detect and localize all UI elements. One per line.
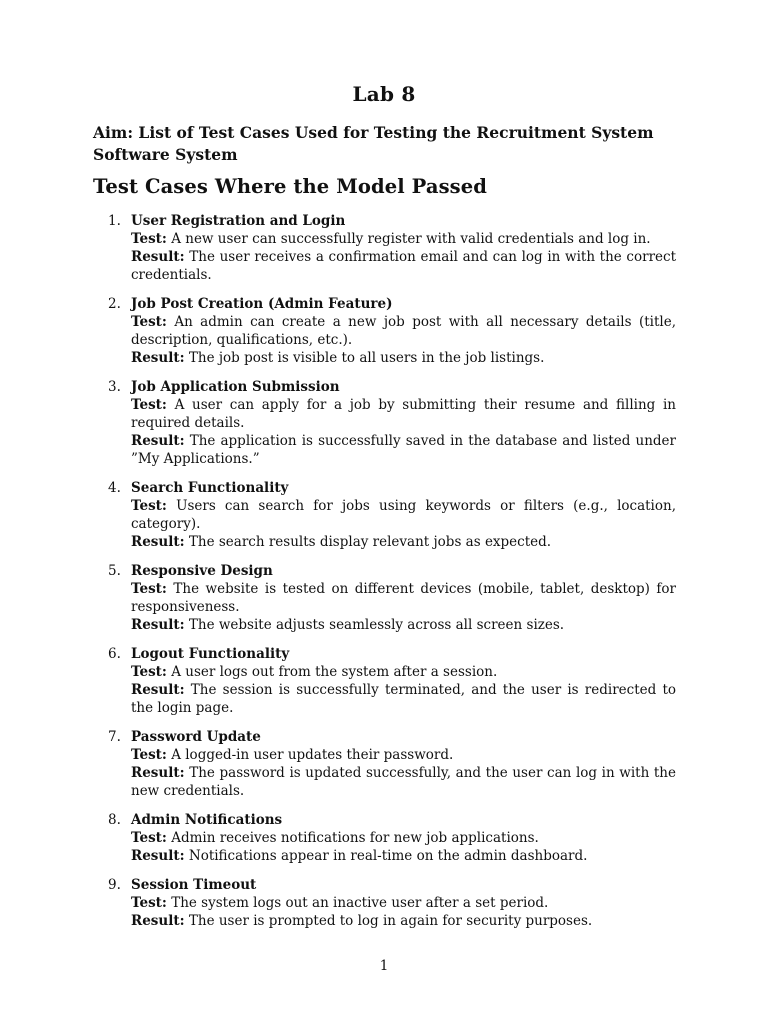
- test-line: [131, 746, 676, 764]
- result-text: The user receives a confirmation email and can log in with the correct credentials.: [131, 249, 677, 283]
- test-case-item: [96, 728, 676, 800]
- test-label: Test:: [131, 397, 167, 413]
- result-text: The session is successfully terminated, and the user is redirected to the login page.: [131, 682, 676, 716]
- lab-title: Lab 8: [352, 82, 416, 106]
- result-label: Result:: [131, 433, 185, 449]
- test-label: Test:: [131, 830, 167, 846]
- test-case-list: [96, 212, 676, 941]
- test-case-title: Search Functionality: [131, 480, 289, 496]
- test-text: A user can apply for a job by submitting their resume and filling in required details.: [131, 397, 676, 431]
- test-text: Admin receives notifications for new job applications.: [171, 830, 539, 846]
- result-text: The website adjusts seamlessly across all screen sizes.: [188, 617, 565, 633]
- result-label: Result:: [131, 617, 185, 633]
- test-case-title: Session Timeout: [131, 877, 257, 893]
- test-text: A user logs out from the system after a session.: [171, 664, 498, 680]
- test-case-title: User Registration and Login: [131, 213, 346, 229]
- test-case-item: [96, 562, 676, 634]
- test-label: Test:: [131, 581, 167, 597]
- result-line: [131, 764, 676, 800]
- test-text: Users can search for jobs using keywords or filters (e.g., location, category).: [131, 498, 676, 532]
- test-line: [131, 230, 676, 248]
- test-text: A new user can successfully register with valid credentials and log in.: [171, 231, 651, 247]
- test-label: Test:: [131, 231, 167, 247]
- result-label: Result:: [131, 682, 185, 698]
- page-number: 1: [379, 958, 389, 974]
- test-label: Test:: [131, 314, 167, 330]
- test-case-item: [96, 876, 676, 930]
- result-label: Result:: [131, 534, 185, 550]
- test-label: Test:: [131, 498, 167, 514]
- aim-heading: Aim: List of Test Cases Used for Testing the Recruitment System Software System: [93, 123, 654, 164]
- test-case-title: Job Application Submission: [131, 379, 340, 395]
- test-case-number: 8.: [108, 812, 121, 828]
- test-line: [131, 580, 676, 616]
- test-case-item: [96, 378, 676, 468]
- test-case-item: [96, 479, 676, 551]
- result-text: The job post is visible to all users in the job listings.: [188, 350, 545, 366]
- test-line: [131, 497, 676, 533]
- section-title: Test Cases Where the Model Passed: [93, 175, 487, 198]
- result-text: The application is successfully saved in the database and listed under ”My Applications.”: [131, 433, 676, 467]
- result-text: The user is prompted to log in again for security purposes.: [188, 913, 593, 929]
- test-line: [131, 396, 676, 432]
- result-text: Notifications appear in real-time on the admin dashboard.: [188, 848, 588, 864]
- test-text: The website is tested on different devices (mobile, tablet, desktop) for responsiveness.: [131, 581, 676, 615]
- result-label: Result:: [131, 249, 185, 265]
- result-line: [131, 616, 676, 634]
- test-label: Test:: [131, 895, 167, 911]
- test-line: [131, 313, 676, 349]
- test-case-title: Password Update: [131, 729, 261, 745]
- test-text: A logged-in user updates their password.: [171, 747, 454, 763]
- test-line: [131, 894, 676, 912]
- test-text: An admin can create a new job post with all necessary details (title, description, qualifications, etc.).: [131, 314, 676, 348]
- test-case-number: 3.: [108, 379, 121, 395]
- result-label: Result:: [131, 913, 185, 929]
- result-line: [131, 248, 676, 284]
- result-label: Result:: [131, 848, 185, 864]
- test-case-number: 9.: [108, 877, 121, 893]
- result-line: [131, 432, 676, 468]
- test-case-number: 6.: [108, 646, 121, 662]
- test-case-number: 1.: [108, 213, 121, 229]
- result-label: Result:: [131, 350, 185, 366]
- test-case-number: 7.: [108, 729, 121, 745]
- result-line: [131, 912, 676, 930]
- test-case-item: [96, 212, 676, 284]
- result-label: Result:: [131, 765, 185, 781]
- test-case-item: [96, 645, 676, 717]
- test-case-item: [96, 295, 676, 367]
- result-line: [131, 847, 676, 865]
- test-line: [131, 663, 676, 681]
- test-case-item: [96, 811, 676, 865]
- result-text: The search results display relevant jobs as expected.: [188, 534, 552, 550]
- test-label: Test:: [131, 664, 167, 680]
- test-label: Test:: [131, 747, 167, 763]
- test-case-title: Logout Functionality: [131, 646, 290, 662]
- test-line: [131, 829, 676, 847]
- test-case-title: Responsive Design: [131, 563, 273, 579]
- test-case-title: Job Post Creation (Admin Feature): [131, 296, 393, 312]
- test-case-title: Admin Notifications: [131, 812, 283, 828]
- result-text: The password is updated successfully, and the user can log in with the new credentials.: [131, 765, 676, 799]
- test-case-number: 5.: [108, 563, 121, 579]
- result-line: [131, 349, 676, 367]
- result-line: [131, 681, 676, 717]
- test-case-number: 2.: [108, 296, 121, 312]
- result-line: [131, 533, 676, 551]
- test-text: The system logs out an inactive user after a set period.: [171, 895, 549, 911]
- test-case-number: 4.: [108, 480, 121, 496]
